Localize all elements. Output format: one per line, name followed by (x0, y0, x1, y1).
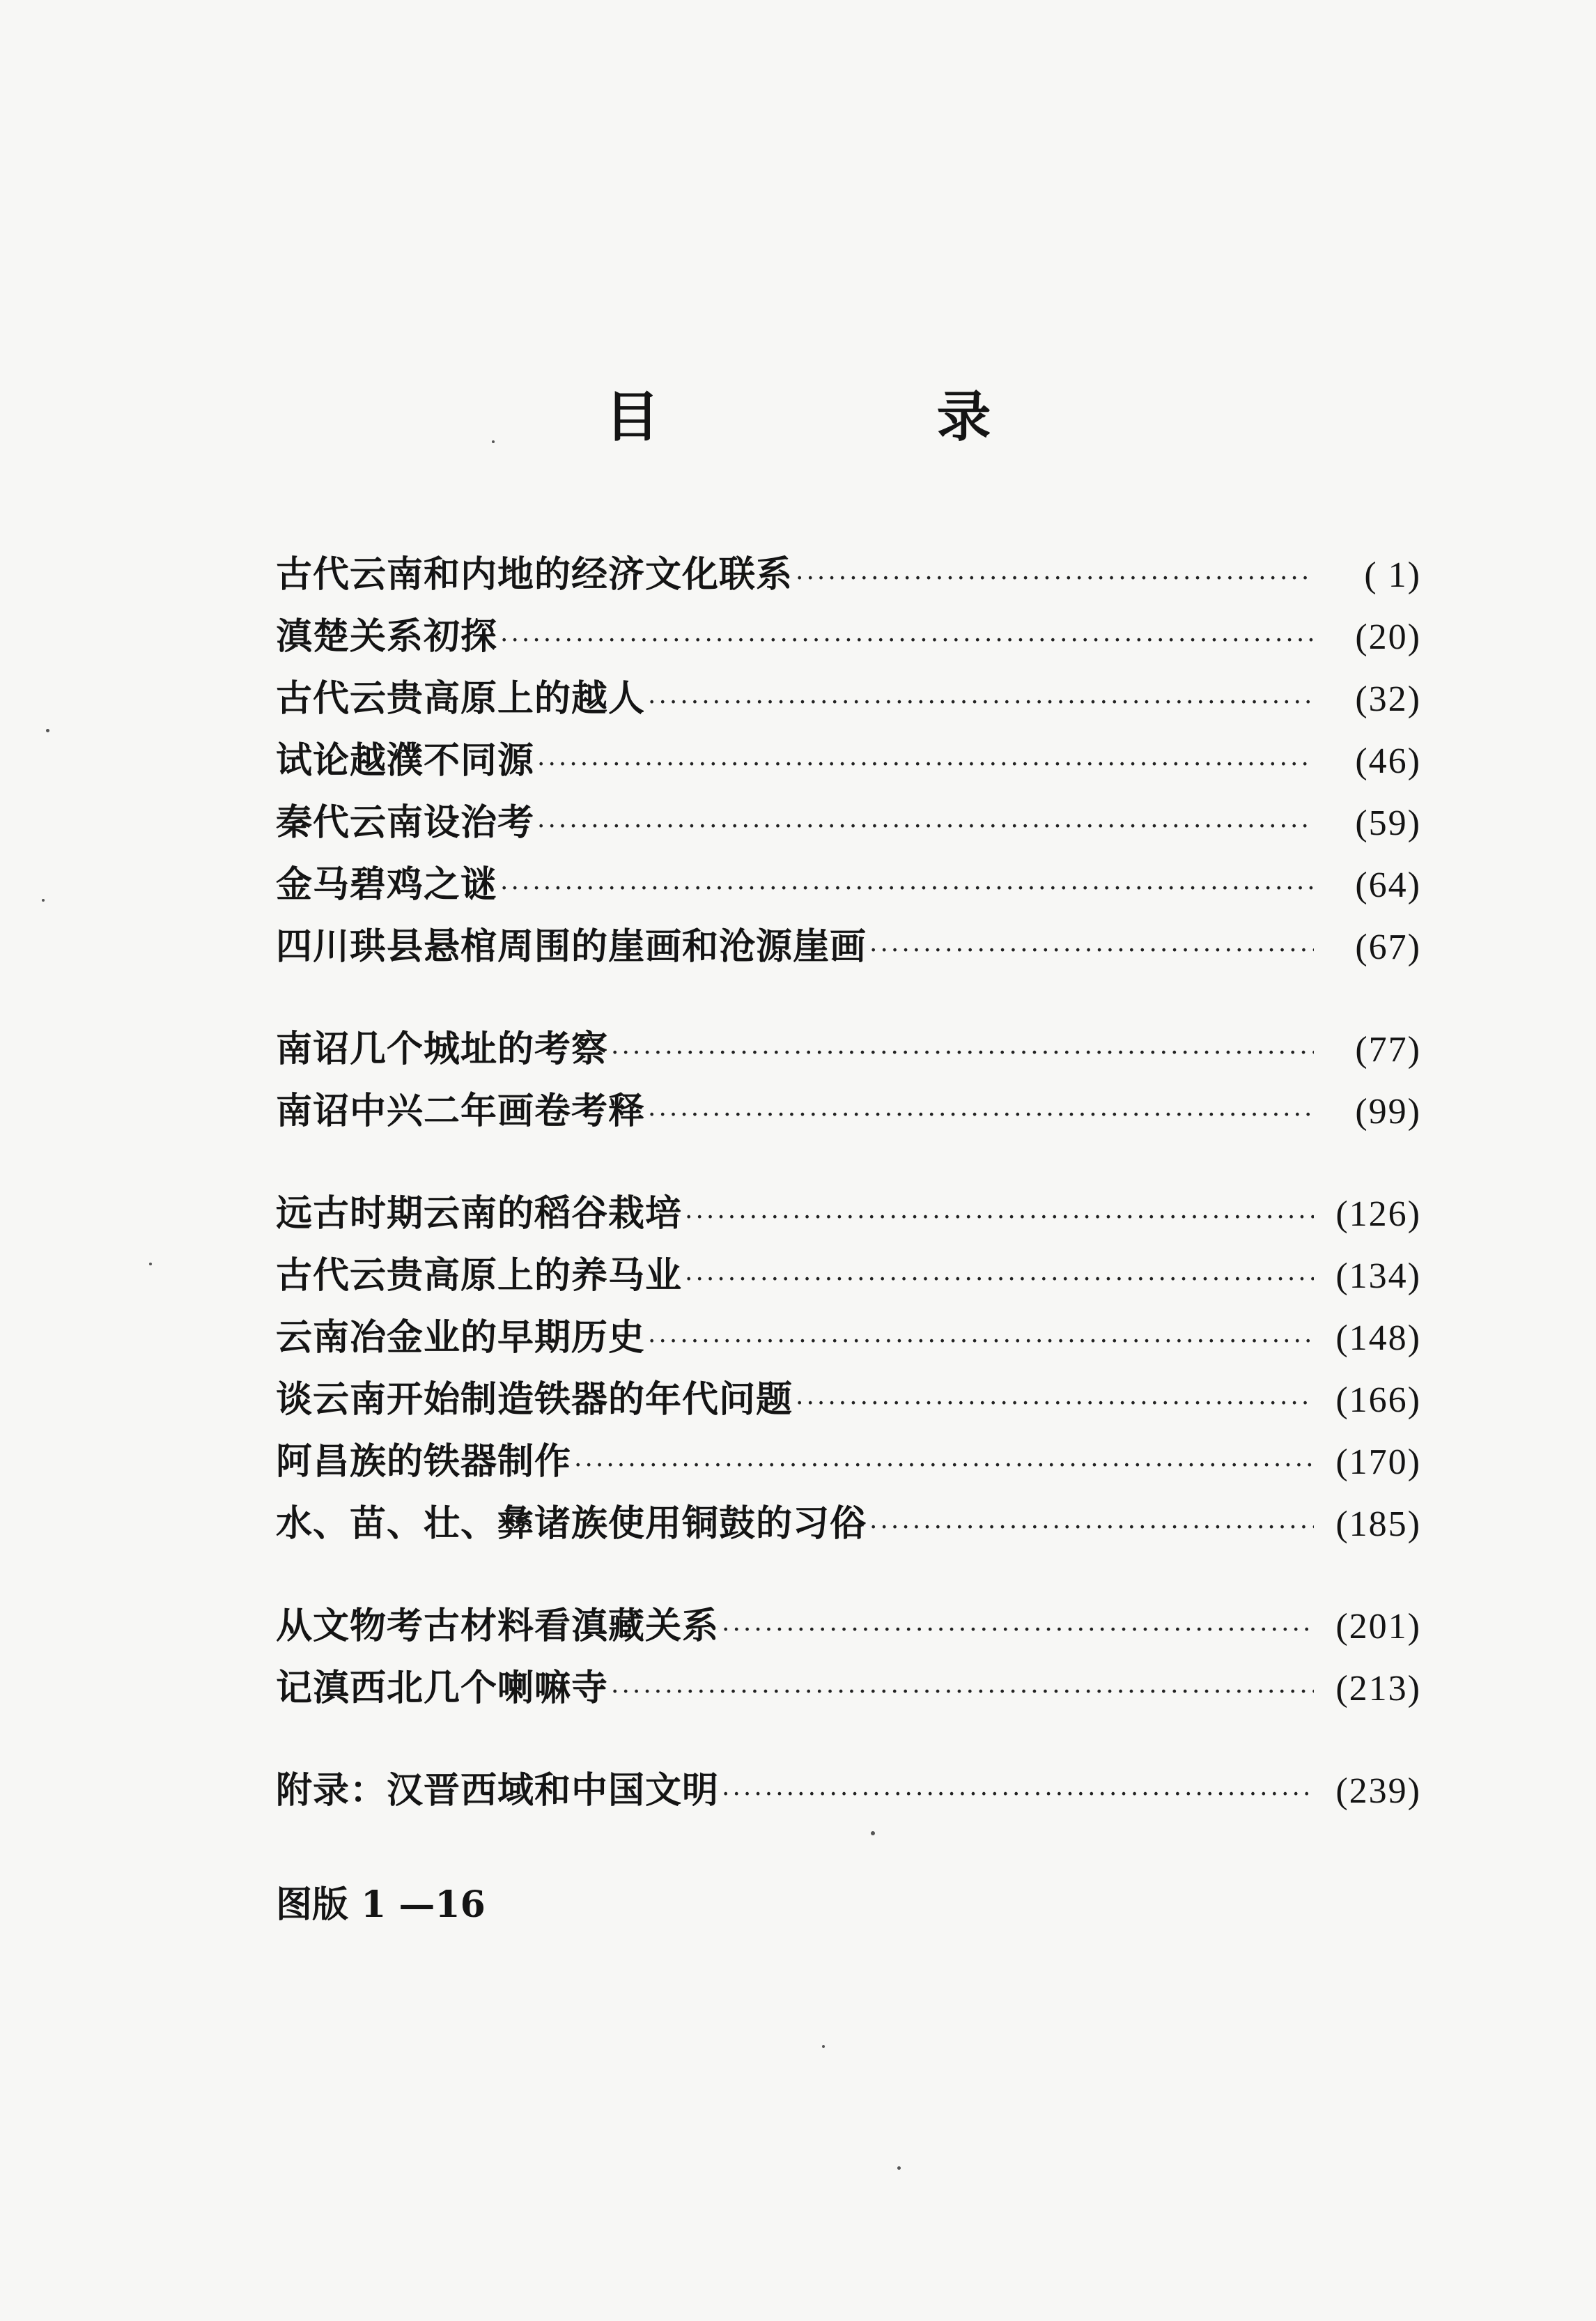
dot-leader (722, 1599, 1314, 1661)
dot-leader (685, 1249, 1314, 1311)
toc-entry-title: 南诏中兴二年画卷考释 (276, 1090, 646, 1132)
toc-entry[interactable] (276, 792, 1421, 854)
toc-entry-page: (59) (1355, 803, 1421, 843)
toc-entry-title: 记滇西北几个喇嘛寺 (276, 1667, 609, 1709)
toc-entry-page: (99) (1355, 1092, 1421, 1132)
dot-leader (537, 734, 1314, 796)
dot-leader (648, 1084, 1314, 1146)
scan-speck (871, 1831, 875, 1835)
toc-entry-page: (126) (1335, 1194, 1421, 1234)
toc-group (276, 543, 1421, 978)
toc-entry-page: (67) (1355, 927, 1421, 967)
toc-entry-title: 远古时期云南的稻谷栽培 (276, 1192, 683, 1235)
toc-entry-title: 四川珙县悬棺周围的崖画和沧源崖画 (276, 925, 867, 968)
plates-note: 图版 1 —16 (276, 1883, 486, 1926)
dot-leader (869, 920, 1314, 982)
toc-entry-page: (134) (1335, 1256, 1421, 1296)
toc-entry-title: 附录：汉晋西域和中国文明 (276, 1769, 720, 1812)
dot-leader (574, 1435, 1314, 1497)
toc-group (276, 1759, 1421, 1821)
toc-entry-page: (77) (1355, 1030, 1421, 1070)
dot-leader (869, 1497, 1314, 1559)
toc-entry-title: 南诏几个城址的考察 (276, 1028, 609, 1070)
toc-entry-title: 古代云贵高原上的越人 (276, 677, 646, 720)
toc-entry-page: (166) (1335, 1380, 1421, 1420)
toc-entry[interactable] (276, 916, 1421, 978)
toc-entry-title: 金马碧鸡之谜 (276, 863, 498, 906)
toc-entry-title: 滇楚关系初探 (276, 615, 498, 658)
toc-entry-title: 古代云南和内地的经济文化联系 (276, 553, 793, 596)
table-of-contents (276, 543, 1421, 1821)
toc-group (276, 1018, 1421, 1142)
dot-leader (500, 858, 1314, 920)
dot-leader (611, 1661, 1314, 1723)
toc-entry[interactable] (276, 606, 1421, 668)
toc-entry[interactable] (276, 543, 1421, 606)
toc-entry-page: (201) (1335, 1607, 1421, 1647)
toc-entry[interactable] (276, 1493, 1421, 1555)
toc-entry[interactable] (276, 1368, 1421, 1431)
toc-entry[interactable] (276, 1244, 1421, 1306)
dot-leader (796, 548, 1314, 610)
dot-leader (537, 796, 1314, 858)
scan-speck (897, 2166, 901, 2170)
scan-speck (149, 1263, 152, 1265)
toc-group (276, 1182, 1421, 1555)
toc-entry-title: 古代云贵高原上的养马业 (276, 1254, 683, 1297)
toc-entry-page: (46) (1355, 741, 1421, 781)
toc-entry-title: 阿昌族的铁器制作 (276, 1440, 572, 1483)
dot-leader (685, 1187, 1314, 1249)
toc-entry-page: (32) (1355, 679, 1421, 719)
scan-speck (492, 440, 495, 443)
toc-entry[interactable] (276, 1182, 1421, 1244)
toc-entry-title: 谈云南开始制造铁器的年代问题 (276, 1378, 793, 1421)
toc-group (276, 1595, 1421, 1719)
toc-entry[interactable] (276, 1595, 1421, 1657)
toc-entry-title: 秦代云南设治考 (276, 801, 535, 844)
toc-entry[interactable] (276, 730, 1421, 792)
toc-entry[interactable] (276, 1759, 1421, 1821)
toc-entry-title: 水、苗、壮、彝诸族使用铜鼓的习俗 (276, 1502, 867, 1545)
toc-entry[interactable] (276, 1306, 1421, 1368)
toc-entry[interactable] (276, 1018, 1421, 1080)
toc-entry-title: 从文物考古材料看滇藏关系 (276, 1605, 720, 1647)
dot-leader (648, 672, 1314, 734)
toc-entry-page: (20) (1355, 617, 1421, 657)
dot-leader (796, 1373, 1314, 1435)
toc-entry-page: (170) (1335, 1442, 1421, 1482)
dot-leader (611, 1022, 1314, 1084)
toc-entry[interactable] (276, 1657, 1421, 1719)
toc-entry-page: (148) (1335, 1318, 1421, 1358)
toc-entry-page: (239) (1335, 1771, 1421, 1811)
toc-entry-page: (213) (1335, 1669, 1421, 1709)
toc-entry[interactable] (276, 1080, 1421, 1142)
toc-entry-page: (185) (1335, 1504, 1421, 1544)
dot-leader (500, 610, 1314, 672)
toc-entry-page: ( 1) (1364, 555, 1421, 595)
toc-entry-title: 云南冶金业的早期历史 (276, 1316, 646, 1359)
toc-entry[interactable] (276, 668, 1421, 730)
toc-entry-page: (64) (1355, 865, 1421, 905)
dot-leader (648, 1311, 1314, 1373)
toc-entry[interactable] (276, 854, 1421, 916)
scan-speck (42, 899, 45, 902)
dot-leader (722, 1764, 1314, 1826)
scan-speck (46, 729, 49, 732)
toc-entry-title: 试论越濮不同源 (276, 739, 535, 782)
page-title: 目 录 (605, 386, 1103, 449)
toc-entry[interactable] (276, 1431, 1421, 1493)
scan-speck (822, 2045, 825, 2048)
